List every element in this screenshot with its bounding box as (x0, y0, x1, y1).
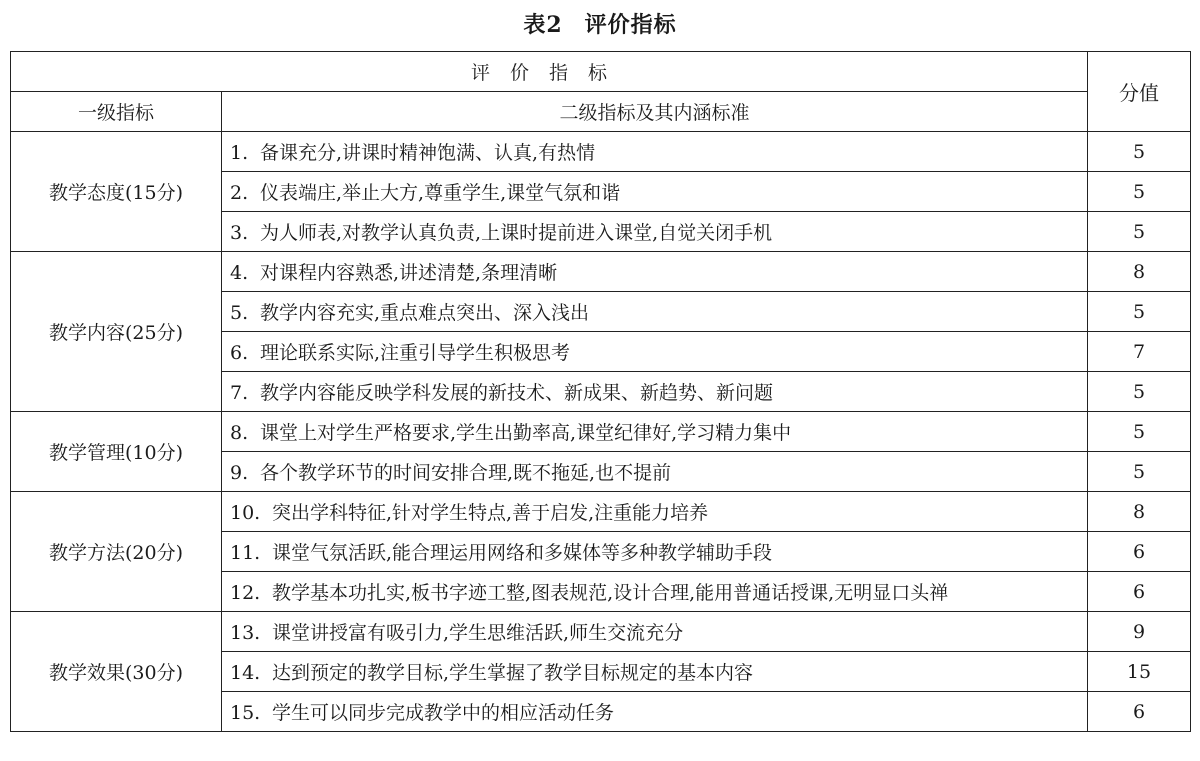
criterion-text: 教学内容能反映学科发展的新技术、新成果、新趋势、新问题 (260, 382, 774, 404)
criterion-text: 理论联系实际,注重引导学生积极思考 (260, 342, 571, 364)
criterion-cell (222, 172, 1088, 212)
criterion-cell (222, 252, 1088, 292)
criterion-cell (222, 612, 1088, 652)
score-cell: 7 (1088, 332, 1191, 372)
score-cell: 5 (1088, 132, 1191, 172)
table-body (11, 132, 1191, 732)
score-cell: 5 (1088, 292, 1191, 332)
criterion-number: 8. (230, 422, 249, 444)
criterion-number: 12. (230, 582, 261, 604)
criterion-number: 7. (230, 382, 249, 404)
score-cell: 9 (1088, 612, 1191, 652)
category-cell: 教学效果(30分) (11, 612, 222, 732)
criterion-cell (222, 212, 1088, 252)
criterion-number: 2. (230, 182, 249, 204)
category-cell: 教学态度(15分) (11, 132, 222, 252)
table-title: 评价指标 (584, 12, 677, 38)
criterion-text: 课堂讲授富有吸引力,学生思维活跃,师生交流充分 (272, 622, 684, 644)
score-cell: 5 (1088, 412, 1191, 452)
criterion-number: 13. (230, 622, 261, 644)
criterion-cell (222, 292, 1088, 332)
criterion-cell (222, 452, 1088, 492)
criterion-text: 课堂上对学生严格要求,学生出勤率高,课堂纪律好,学习精力集中 (260, 422, 792, 444)
criterion-cell (222, 332, 1088, 372)
criterion-number: 11. (230, 542, 261, 564)
criterion-text: 突出学科特征,针对学生特点,善于启发,注重能力培养 (272, 502, 709, 524)
criterion-text: 达到预定的教学目标,学生掌握了教学目标规定的基本内容 (272, 662, 754, 684)
table-row (11, 252, 1191, 292)
criterion-text: 对课程内容熟悉,讲述清楚,条理清晰 (260, 262, 558, 284)
table-row (11, 412, 1191, 452)
score-cell: 5 (1088, 372, 1191, 412)
evaluation-table (10, 51, 1191, 732)
criterion-cell (222, 492, 1088, 532)
header-level2: 二级指标及其内涵标准 (222, 92, 1088, 132)
table-row (11, 612, 1191, 652)
score-cell: 6 (1088, 532, 1191, 572)
score-cell: 8 (1088, 252, 1191, 292)
criterion-text: 各个教学环节的时间安排合理,既不拖延,也不提前 (260, 462, 672, 484)
criterion-cell (222, 132, 1088, 172)
criterion-cell (222, 652, 1088, 692)
criterion-cell (222, 412, 1088, 452)
criterion-text: 仪表端庄,举止大方,尊重学生,课堂气氛和谐 (260, 182, 621, 204)
criterion-cell (222, 692, 1088, 732)
criterion-number: 15. (230, 702, 261, 724)
table-row (11, 132, 1191, 172)
criterion-number: 4. (230, 262, 249, 284)
category-cell: 教学管理(10分) (11, 412, 222, 492)
table-caption (0, 8, 1200, 39)
criterion-number: 5. (230, 302, 249, 324)
criterion-number: 6. (230, 342, 249, 364)
criterion-text: 课堂气氛活跃,能合理运用网络和多媒体等多种教学辅助手段 (272, 542, 773, 564)
header-evaluation-indicators: 评价指标 (11, 52, 1088, 92)
score-cell: 5 (1088, 172, 1191, 212)
header-row-sub (11, 92, 1191, 132)
criterion-cell (222, 532, 1088, 572)
criterion-number: 3. (230, 222, 249, 244)
criterion-text: 学生可以同步完成教学中的相应活动任务 (272, 702, 615, 724)
header-score: 分值 (1088, 52, 1191, 132)
criterion-cell (222, 572, 1088, 612)
category-cell: 教学方法(20分) (11, 492, 222, 612)
criterion-text: 备课充分,讲课时精神饱满、认真,有热情 (260, 142, 596, 164)
criterion-number: 1. (230, 142, 249, 164)
criterion-cell (222, 372, 1088, 412)
category-cell: 教学内容(25分) (11, 252, 222, 412)
score-cell: 15 (1088, 652, 1191, 692)
table-number: 表2 (523, 12, 563, 38)
score-cell: 6 (1088, 692, 1191, 732)
header-row-main (11, 52, 1191, 92)
criterion-number: 10. (230, 502, 261, 524)
table-row (11, 492, 1191, 532)
criterion-text: 教学基本功扎实,板书字迹工整,图表规范,设计合理,能用普通话授课,无明显口头禅 (272, 582, 949, 604)
score-cell: 8 (1088, 492, 1191, 532)
criterion-text: 为人师表,对教学认真负责,上课时提前进入课堂,自觉关闭手机 (260, 222, 773, 244)
criterion-number: 9. (230, 462, 249, 484)
header-level1: 一级指标 (11, 92, 222, 132)
score-cell: 5 (1088, 452, 1191, 492)
score-cell: 5 (1088, 212, 1191, 252)
criterion-text: 教学内容充实,重点难点突出、深入浅出 (260, 302, 590, 324)
criterion-number: 14. (230, 662, 261, 684)
score-cell: 6 (1088, 572, 1191, 612)
